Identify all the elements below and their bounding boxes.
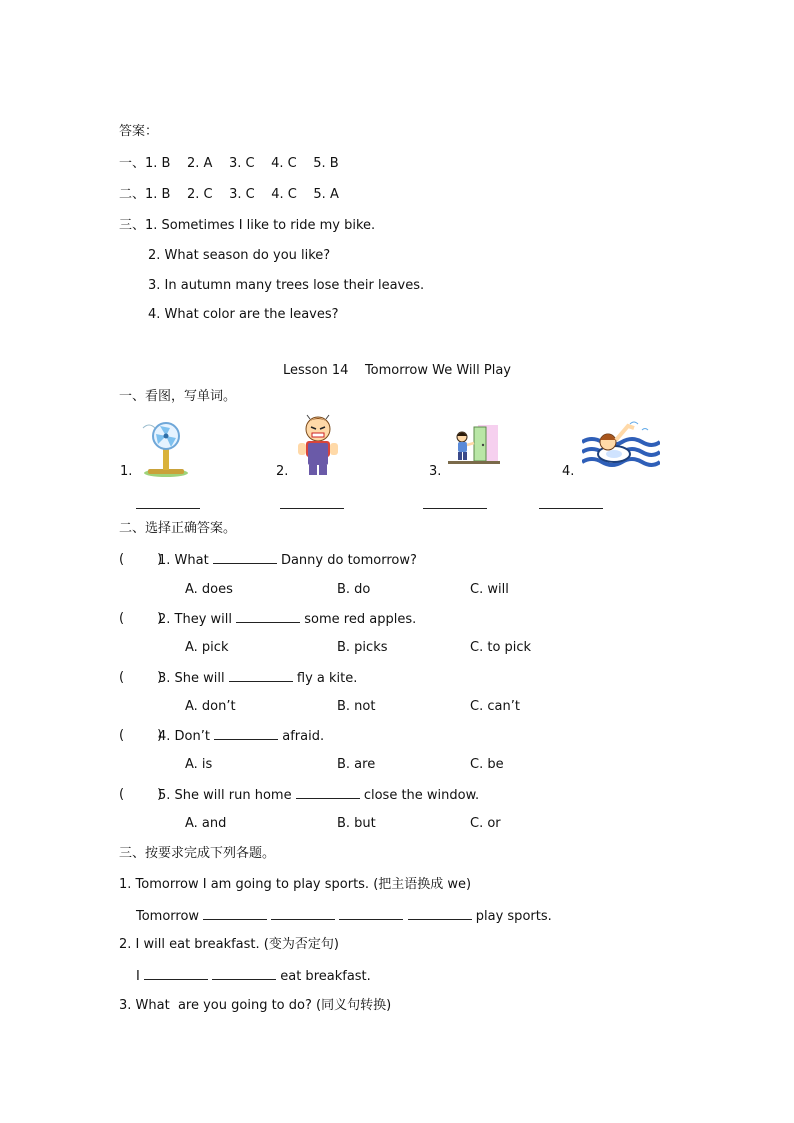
question-4-before: 4. Don’t	[158, 729, 215, 744]
question-4-blank[interactable]	[214, 727, 278, 740]
question-2	[158, 610, 416, 629]
picture-number-3: 3.	[429, 464, 442, 479]
part3-answer-2-blank-2[interactable]	[212, 967, 276, 980]
answer-sentence-1: 1. Sometimes I like to ride my bike.	[145, 218, 376, 233]
question-5-after: close the window.	[359, 788, 480, 803]
answers-heading: 答案：	[119, 124, 159, 139]
part3-question-1: 1. Tomorrow I am going to play sports. (把主语换成 we)	[119, 877, 472, 892]
answers-row-1: 一、1. B 2. A 3. C 4. C 5. B	[119, 156, 339, 171]
picture-number-1: 1.	[120, 464, 133, 479]
picture-answer-line-3[interactable]	[423, 508, 487, 509]
question-3-after: fly a kite.	[292, 671, 358, 686]
picture-number-4: 4.	[562, 464, 575, 479]
question-3	[158, 669, 357, 688]
answer-sentence-4: 4. What color are the leaves?	[148, 307, 339, 322]
swimming-boy-icon	[582, 418, 660, 474]
question-4-option-c: C. be	[470, 757, 504, 772]
part3-answer-2-start: I	[136, 969, 144, 984]
part3-question-2: 2. I will eat breakfast. (变为否定句)	[119, 937, 339, 952]
answers-row-3	[119, 217, 375, 235]
question-4-paren[interactable]: ( )	[119, 728, 163, 743]
question-4-after: afraid.	[278, 729, 325, 744]
part2-heading: 二、选择正确答案。	[119, 521, 237, 536]
picture-answer-line-1[interactable]	[136, 508, 200, 509]
part3-answer-1-blank-1[interactable]	[203, 907, 267, 920]
picture-answer-line-4[interactable]	[539, 508, 603, 509]
answer-sentence-3: 3. In autumn many trees lose their leaves.	[148, 278, 425, 293]
part3-answer-1-blank-4[interactable]	[408, 907, 472, 920]
answer-sentence-2: 2. What season do you like?	[148, 248, 331, 263]
part3-answer-2	[136, 967, 371, 986]
fan-icon	[138, 420, 196, 478]
question-3-option-c: C. can’t	[470, 699, 520, 714]
question-2-blank[interactable]	[236, 610, 300, 623]
part3-question-3: 3. What are you going to do? (同义句转换)	[119, 998, 392, 1013]
question-3-blank[interactable]	[229, 669, 293, 682]
question-1	[158, 551, 417, 570]
question-1-option-a: A. does	[185, 582, 233, 597]
question-4-option-b: B. are	[337, 757, 376, 772]
question-1-option-b: B. do	[337, 582, 371, 597]
question-1-after: Danny do tomorrow?	[276, 553, 417, 568]
part3-answer-2-end: eat breakfast.	[276, 969, 371, 984]
picture-answer-line-2[interactable]	[280, 508, 344, 509]
question-5-blank[interactable]	[296, 786, 360, 799]
angry-boy-icon	[293, 413, 343, 477]
boy-door-icon	[448, 423, 500, 469]
part3-heading: 三、按要求完成下列各题。	[119, 846, 276, 861]
part3-answer-1-blank-2[interactable]	[271, 907, 335, 920]
question-2-option-c: C. to pick	[470, 640, 532, 655]
question-3-before: 3. She will	[158, 671, 229, 686]
question-5	[158, 786, 479, 805]
part3-answer-1-start: Tomorrow	[136, 909, 204, 924]
part1-heading: 一、看图，写单词。	[119, 389, 237, 404]
question-5-option-b: B. but	[337, 816, 376, 831]
question-2-before: 2. They will	[158, 612, 237, 627]
part3-answer-1	[136, 907, 552, 926]
question-3-paren[interactable]: ( )	[119, 670, 163, 685]
question-5-option-a: A. and	[185, 816, 227, 831]
question-1-paren[interactable]: ( )	[119, 552, 163, 567]
lesson-title: Lesson 14 Tomorrow We Will Play	[282, 363, 512, 378]
question-4-option-a: A. is	[185, 757, 213, 772]
part3-answer-1-blank-3[interactable]	[339, 907, 403, 920]
question-3-option-a: A. don’t	[185, 699, 236, 714]
answers-row-2: 二、1. B 2. C 3. C 4. C 5. A	[119, 187, 339, 202]
question-2-option-b: B. picks	[337, 640, 388, 655]
question-1-option-c: C. will	[470, 582, 509, 597]
question-2-paren[interactable]: ( )	[119, 611, 163, 626]
question-2-option-a: A. pick	[185, 640, 229, 655]
question-5-option-c: C. or	[470, 816, 501, 831]
question-5-paren[interactable]: ( )	[119, 787, 163, 802]
question-2-after: some red apples.	[300, 612, 417, 627]
question-1-before: 1. What	[158, 553, 213, 568]
question-1-blank[interactable]	[213, 551, 277, 564]
question-3-option-b: B. not	[337, 699, 376, 714]
part3-answer-1-end: play sports.	[471, 909, 552, 924]
picture-number-2: 2.	[276, 464, 289, 479]
answers-row-3-prefix: 三、	[119, 218, 146, 233]
question-4	[158, 727, 324, 746]
part3-answer-2-blank-1[interactable]	[144, 967, 208, 980]
question-5-before: 5. She will run home	[158, 788, 296, 803]
